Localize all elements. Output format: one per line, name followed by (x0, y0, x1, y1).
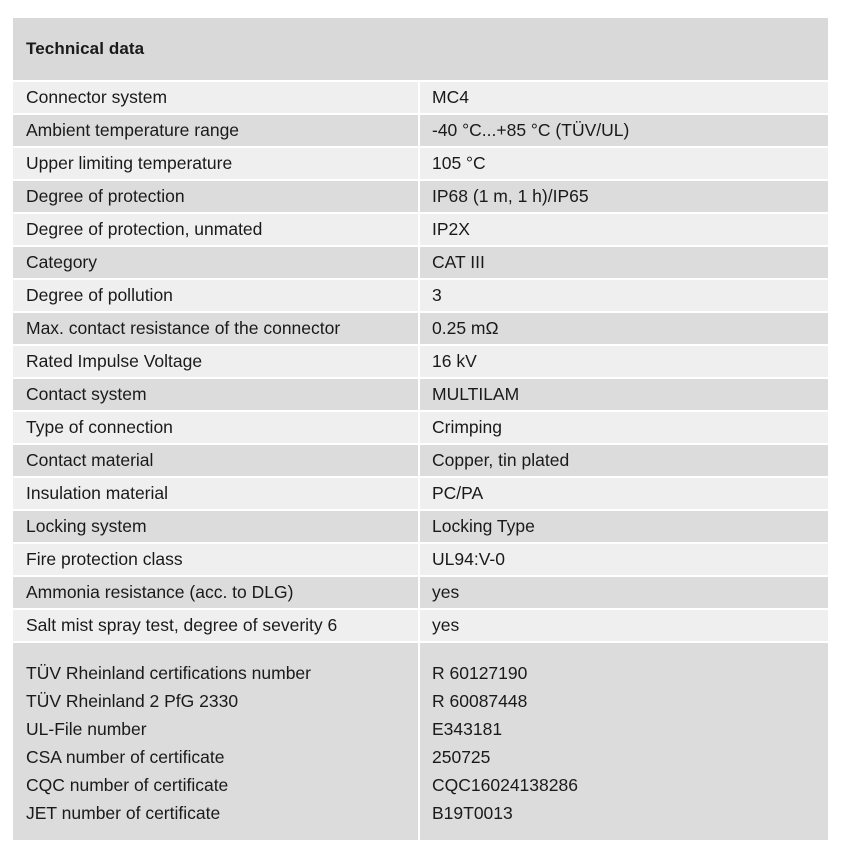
table-row (13, 82, 828, 115)
row-value: 0.25 mΩ (432, 318, 499, 338)
spec-rows (13, 82, 828, 643)
row-value: Locking Type (432, 516, 535, 536)
row-value: Copper, tin plated (432, 450, 570, 470)
row-value: yes (432, 615, 460, 635)
table-title: Technical data (26, 39, 145, 58)
certification-value: R 60087448 (432, 691, 528, 711)
row-label: Fire protection class (13, 544, 420, 575)
row-value: UL94:V-0 (432, 549, 505, 569)
row-value: 105 °C (432, 153, 486, 173)
row-value: -40 °C...+85 °C (TÜV/UL) (432, 120, 630, 140)
row-label: Upper limiting temperature (13, 148, 420, 179)
table-row (13, 577, 828, 610)
certifications-values (420, 643, 828, 840)
row-label: Insulation material (13, 478, 420, 509)
row-value: 16 kV (432, 351, 477, 371)
table-row (13, 610, 828, 643)
table-header (13, 18, 828, 82)
certification-value: CQC16024138286 (432, 775, 578, 795)
row-label: Degree of protection, unmated (13, 214, 420, 245)
certification-value: E343181 (432, 719, 503, 739)
table-row (13, 379, 828, 412)
table-row (13, 313, 828, 346)
table-row (13, 511, 828, 544)
table-row (13, 412, 828, 445)
table-row (13, 247, 828, 280)
certification-label: CQC number of certificate (26, 775, 229, 795)
row-label: Max. contact resistance of the connector (13, 313, 420, 344)
row-label: Salt mist spray test, degree of severity 6 (13, 610, 420, 641)
table-row (13, 346, 828, 379)
row-value: CAT III (432, 252, 485, 272)
table-row (13, 115, 828, 148)
table-row (13, 280, 828, 313)
certification-label: TÜV Rheinland certifications number (26, 663, 311, 683)
technical-data-table (13, 18, 828, 840)
table-row (13, 214, 828, 247)
certification-value: 250725 (432, 747, 491, 767)
certification-label: UL-File number (26, 719, 147, 739)
row-value: IP2X (432, 219, 470, 239)
row-value: MC4 (432, 87, 469, 107)
certification-value: B19T0013 (432, 803, 513, 823)
row-value: PC/PA (432, 483, 484, 503)
row-value: MULTILAM (432, 384, 520, 404)
certification-label: CSA number of certificate (26, 747, 225, 767)
row-label: Degree of pollution (13, 280, 420, 311)
row-label: Type of connection (13, 412, 420, 443)
row-label: Rated Impulse Voltage (13, 346, 420, 377)
row-label: Ambient temperature range (13, 115, 420, 146)
row-label: Ammonia resistance (acc. to DLG) (13, 577, 420, 608)
certifications-block (13, 643, 828, 840)
table-row (13, 478, 828, 511)
table-row (13, 148, 828, 181)
certifications-labels (13, 643, 420, 840)
row-value: IP68 (1 m, 1 h)/IP65 (432, 186, 589, 206)
table-row (13, 445, 828, 478)
certification-label: TÜV Rheinland 2 PfG 2330 (26, 691, 239, 711)
row-label: Connector system (13, 82, 420, 113)
row-label: Locking system (13, 511, 420, 542)
row-label: Contact material (13, 445, 420, 476)
certification-label: JET number of certificate (26, 803, 221, 823)
row-label: Category (13, 247, 420, 278)
certification-value: R 60127190 (432, 663, 528, 683)
row-value: yes (432, 582, 460, 602)
row-label: Degree of protection (13, 181, 420, 212)
row-label: Contact system (13, 379, 420, 410)
table-row (13, 181, 828, 214)
table-row (13, 544, 828, 577)
row-value: 3 (432, 285, 442, 305)
row-value: Crimping (432, 417, 503, 437)
